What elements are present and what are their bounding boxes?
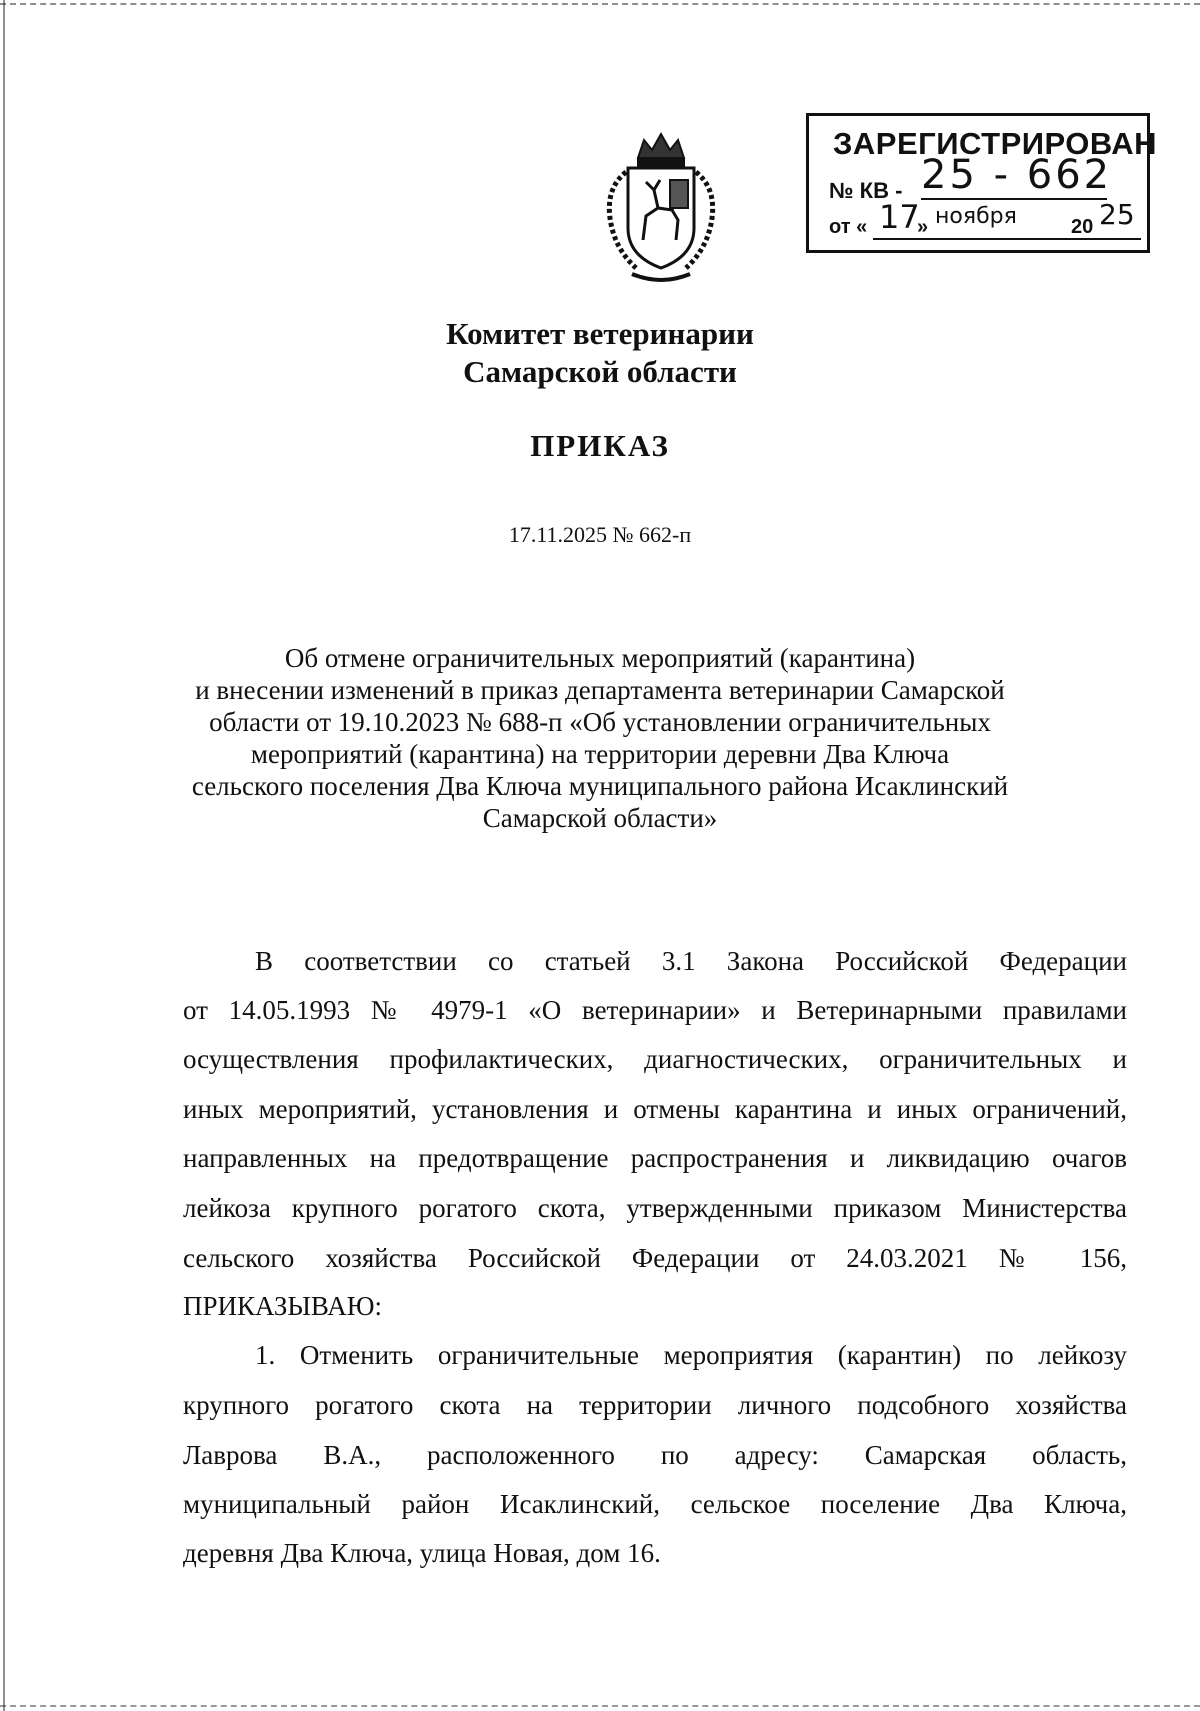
org-name-line-1: Комитет ветеринарии: [446, 316, 754, 351]
item1-line: крупного рогатого скота на территории личного подсобного хозяйства: [183, 1390, 1127, 1420]
subject-line: и внесении изменений в приказ департамента ветеринарии Самарской: [195, 675, 1005, 705]
subject-line: Об отмене ограничительных мероприятий (карантина): [284, 643, 916, 673]
body-line-orders: ПРИКАЗЫВАЮ:: [183, 1291, 382, 1321]
body-line: от 14.05.1993 № 4979-1 «О ветеринарии» и Ветеринарными правилами: [183, 995, 1127, 1025]
stamp-date-prefix: от «: [829, 216, 868, 238]
body-line: осуществления профилактических, диагностических, ограничительных и: [183, 1044, 1127, 1074]
document-type-title: ПРИКАЗ: [530, 428, 670, 463]
stamp-number-label: № КВ -: [829, 178, 903, 203]
item1-line: деревня Два Ключа, улица Новая, дом 16.: [183, 1538, 661, 1568]
subject-line: сельского поселения Два Ключа муниципального района Исаклинский: [191, 771, 1009, 801]
body-line: иных мероприятий, установления и отмены карантина и иных ограничений,: [183, 1094, 1127, 1124]
stamp-date-month: ноября: [935, 204, 1017, 229]
body-line: В соответствии со статьей 3.1 Закона Российской Федерации: [255, 946, 1127, 976]
scan-edge-left: [3, 0, 5, 1711]
stamp-number-underline: [921, 198, 1107, 200]
stamp-title: ЗАРЕГИСТРИРОВАН: [833, 126, 1158, 161]
order-date-number: 17.11.2025 № 662-п: [508, 522, 692, 547]
registration-stamp: [806, 113, 1158, 253]
stamp-date-year-prefix: 20: [1071, 216, 1094, 238]
body-line: направленных на предотвращение распространения и ликвидацию очагов: [183, 1143, 1127, 1173]
item1-line: муниципальный район Исаклинский, сельское поселение Два Ключа,: [183, 1489, 1127, 1519]
subject-line: мероприятий (карантина) на территории деревни Два Ключа: [250, 739, 950, 769]
stamp-date-year: 25: [1099, 198, 1135, 231]
stamp-date-line: [829, 216, 867, 239]
item1-line: Лаврова В.А., расположенного по адресу: Самарская область,: [183, 1440, 1127, 1470]
stamp-date-underline: [873, 238, 1141, 240]
scan-edge-top: [0, 3, 1200, 5]
body-line: лейкоза крупного рогатого скота, утвержденными приказом Министерства: [183, 1193, 1127, 1223]
stamp-date-mid: »: [917, 216, 929, 238]
stamp-date-day: 17: [879, 198, 920, 236]
scan-edge-bottom: [0, 1705, 1200, 1707]
org-name-line-2: Самарской области: [463, 354, 737, 389]
body-line: сельского хозяйства Российской Федерации от 24.03.2021 № 156,: [183, 1243, 1127, 1273]
item1-line: 1. Отменить ограничительные мероприятия (карантин) по лейкозу: [255, 1340, 1127, 1370]
subject-line: области от 19.10.2023 № 688-п «Об установлении ограничительных: [209, 707, 991, 737]
subject-line: Самарской области»: [482, 803, 718, 833]
coat-of-arms-emblem: [588, 128, 734, 288]
stamp-number-handwritten: 25 - 662: [921, 152, 1113, 198]
